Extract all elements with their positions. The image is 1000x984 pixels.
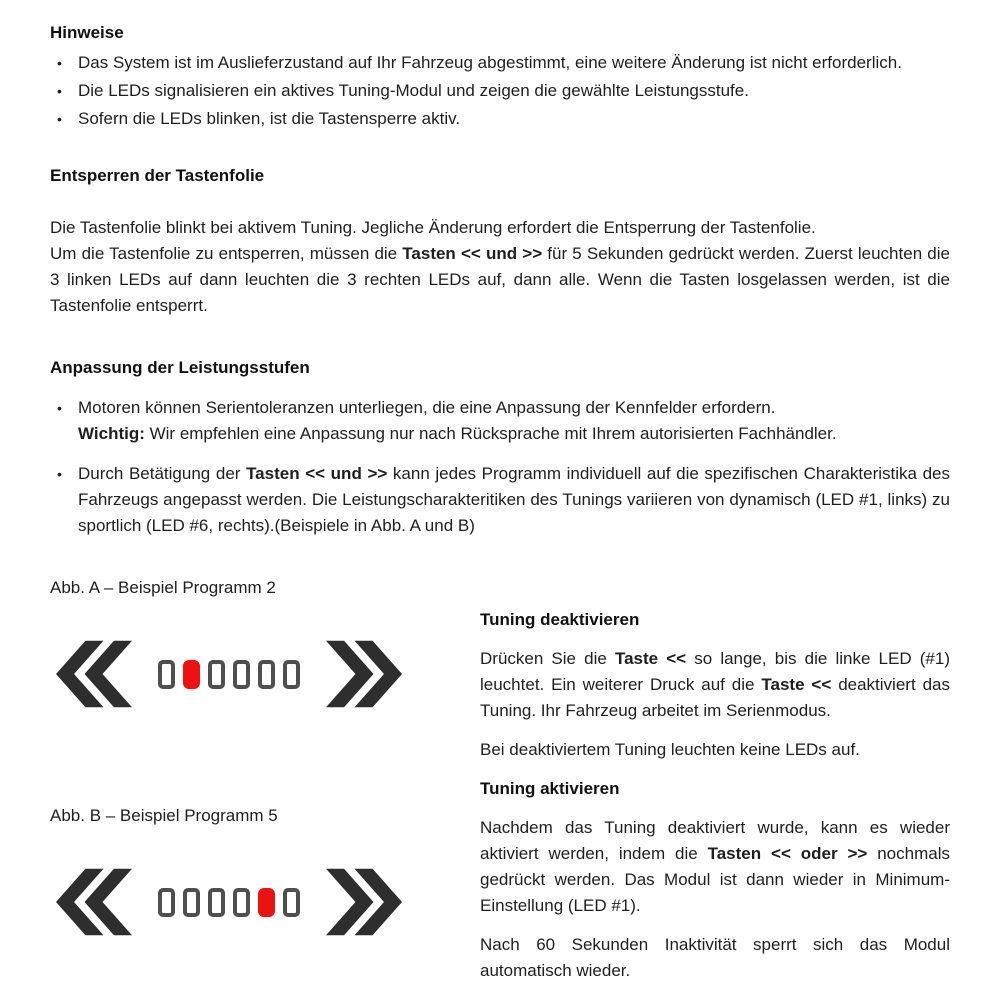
tuning-activate-title: Tuning aktivieren xyxy=(480,779,620,798)
led-3-off xyxy=(208,660,225,689)
figure-a-caption: Abb. A – Beispiel Programm 2 xyxy=(50,578,276,597)
figure-b-caption: Abb. B – Beispiel Programm 5 xyxy=(50,806,278,825)
led-5-off xyxy=(258,660,275,689)
led-1-off xyxy=(158,888,175,917)
notes-section xyxy=(50,20,950,132)
adjust-item-2: • Durch Betätigung der Tasten << und >> kann jedes Programm individuell auf die spezifischen Charakteristika des Fahrzeugs angepasst werden. Die Leistungscharakteritiken des Tunings variieren von dynamisch (LED #1, links) zu sportlich (LED #6, rechts).(Beispiele in Abb. A und B) xyxy=(50,461,950,539)
bullet-icon: • xyxy=(57,400,62,416)
bullet-icon: • xyxy=(57,55,62,71)
double-chevron-right-icon xyxy=(326,639,402,709)
note-item xyxy=(50,106,950,132)
unlock-section xyxy=(50,163,950,319)
led-4-off xyxy=(233,660,250,689)
led-strip xyxy=(158,888,300,917)
notes-title: Hinweise xyxy=(50,23,124,42)
unlock-paragraph-2: Um die Tastenfolie zu entsperren, müssen die Tasten << und >> für 5 Sekunden gedrückt werden. Zuerst leuchten die 3 linken LEDs auf dann leuchten die 3 rechten LEDs auf, dann alle. Wenn die Tasten losgelassen werden, ist die Tastenfolie entsperrt. xyxy=(50,244,950,315)
instructions-column xyxy=(480,575,950,984)
unlock-paragraph-1: Die Tastenfolie blinkt bei aktivem Tuning. Jegliche Änderung erfordert die Entsperrung der Tastenfolie. xyxy=(50,218,816,237)
adjust-item-1-line1: Motoren können Serientoleranzen unterliegen, die eine Anpassung der Kennfelder erfordern. xyxy=(78,398,776,417)
adjust-bullet-list xyxy=(50,395,950,539)
note-text: Die LEDs signalisieren ein aktives Tuning-Modul und zeigen die gewählte Leistungsstufe. xyxy=(78,81,749,100)
adjust-title: Anpassung der Leistungsstufen xyxy=(50,358,310,377)
double-chevron-left-icon xyxy=(56,639,132,709)
keys-bold-text: Tasten << und >> xyxy=(246,464,388,483)
led-4-off xyxy=(233,888,250,917)
tuning-deactivate-paragraph-2: Bei deaktiviertem Tuning leuchten keine LEDs auf. xyxy=(480,740,860,759)
figures-column xyxy=(50,575,480,984)
tuning-activate-paragraph-2: Nach 60 Sekunden Inaktivität sperrt sich das Modul automatisch wieder. xyxy=(480,935,950,980)
figure-b-led-display xyxy=(56,867,480,937)
led-strip xyxy=(158,660,300,689)
note-item xyxy=(50,78,950,104)
wichtig-bold-text: Wichtig: xyxy=(78,424,145,443)
led-1-off xyxy=(158,660,175,689)
double-chevron-left-icon xyxy=(56,867,132,937)
adjust-item-1 xyxy=(50,395,950,447)
bullet-icon: • xyxy=(57,111,62,127)
led-2-off xyxy=(183,888,200,917)
key-bold-text: Taste << xyxy=(614,649,687,668)
tuning-activate-paragraph-1: Nachdem das Tuning deaktiviert wurde, kann es wieder aktiviert werden, indem die Tasten << oder >> nochmals gedrückt werden. Das Modul ist dann wieder in Minimum-Einstellung (LED #1). xyxy=(480,818,950,915)
unlock-body xyxy=(50,215,950,319)
keys-bold-text: Tasten << und >> xyxy=(402,244,543,263)
unlock-title: Entsperren der Tastenfolie xyxy=(50,166,265,185)
led-6-off xyxy=(283,660,300,689)
led-3-off xyxy=(208,888,225,917)
note-item xyxy=(50,50,950,76)
adjust-section xyxy=(50,355,950,539)
tuning-deactivate-title: Tuning deaktivieren xyxy=(480,610,640,629)
note-text: Sofern die LEDs blinken, ist die Tastensperre aktiv. xyxy=(78,109,461,128)
notes-bullet-list xyxy=(50,50,950,132)
double-chevron-right-icon xyxy=(326,867,402,937)
keys-bold-text: Tasten << oder >> xyxy=(707,844,868,863)
figures-and-instructions xyxy=(50,575,950,984)
bullet-icon: • xyxy=(57,83,62,99)
tuning-deactivate-paragraph-1: Drücken Sie die Taste << so lange, bis die linke LED (#1) leuchtet. Ein weiterer Druck auf die Taste << deaktiviert das Tuning. Ihr Fahrzeug arbeitet im Serienmodus. xyxy=(480,649,950,720)
led-6-off xyxy=(283,888,300,917)
led-2-active xyxy=(183,660,200,689)
key-bold-text: Taste << xyxy=(761,675,832,694)
adjust-item-1-line2: Wichtig: Wir empfehlen eine Anpassung nur nach Rücksprache mit Ihrem autorisierten Fachhändler. xyxy=(78,424,837,443)
figure-a-led-display xyxy=(56,639,480,709)
note-text: Das System ist im Auslieferzustand auf Ihr Fahrzeug abgestimmt, eine weitere Änderung ist nicht erforderlich. xyxy=(78,53,902,72)
led-5-active xyxy=(258,888,275,917)
bullet-icon: • xyxy=(57,466,62,482)
